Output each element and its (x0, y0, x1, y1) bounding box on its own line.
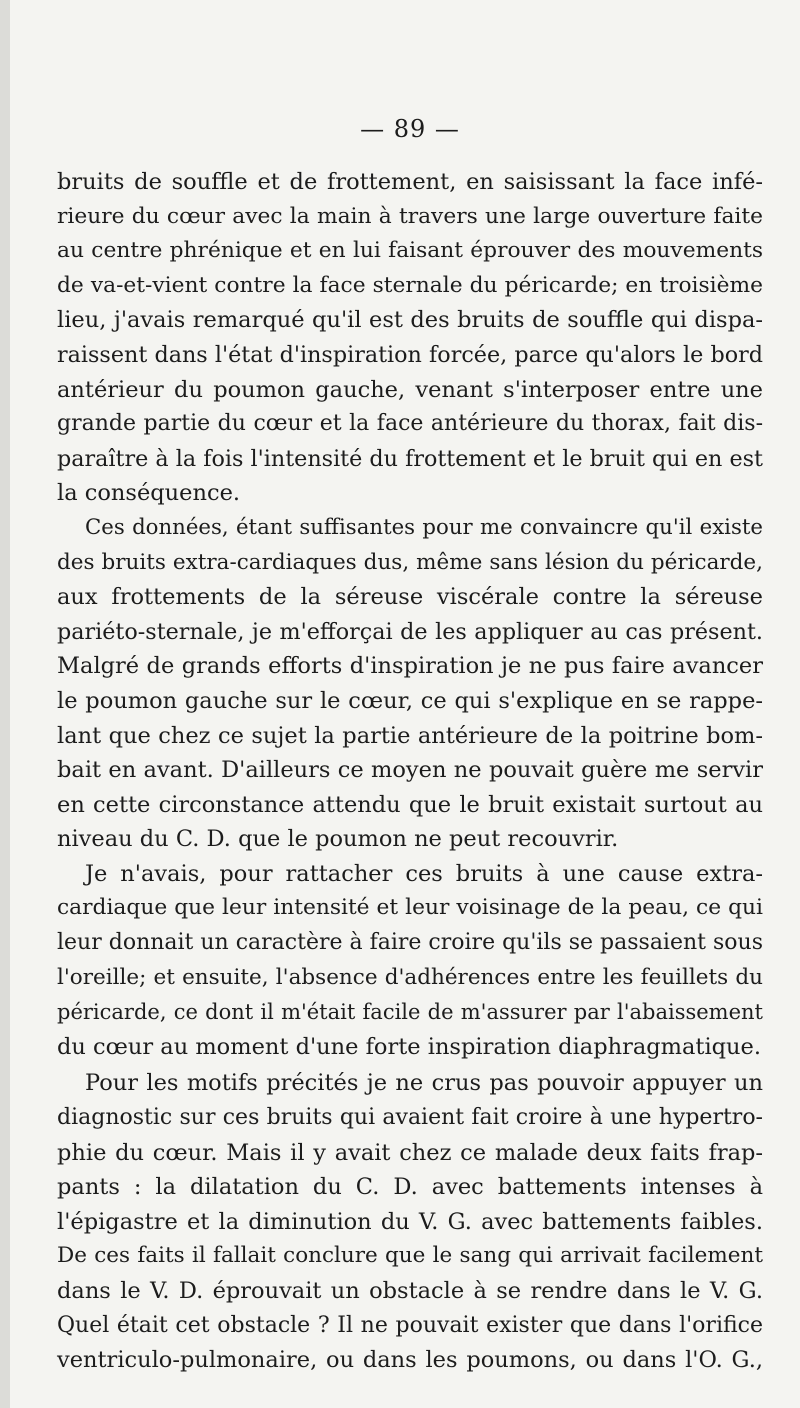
text-line: le poumon gauche sur le cœur, ce qui s'explique en se rappe- (57, 687, 763, 714)
text-line: la conséquence. (57, 480, 241, 507)
text-line: lant que chez ce sujet la partie antérieure de la poitrine bom- (57, 722, 763, 749)
text-line: Ces données, étant suffisantes pour me convaincre qu'il existe (85, 514, 763, 540)
text-line: de va-et-vient contre la face sternale du péricarde; en troisième (57, 272, 763, 298)
text-line: raissent dans l'état d'inspiration forcée, parce qu'alors le bord (57, 341, 763, 368)
text-line: pariéto-sternale, je m'efforçai de les appliquer au cas présent. (57, 618, 763, 645)
text-line: bait en avant. D'ailleurs ce moyen ne pouvait guère me servir (57, 757, 763, 784)
text-line: Je n'avais, pour rattacher ces bruits à une cause extra- (85, 860, 763, 887)
paragraph-1 (57, 165, 763, 511)
text-line: péricarde, ce dont il m'était facile de m'assurer par l'abaissement (57, 1000, 763, 1025)
text-line: De ces faits il fallait conclure que le sang qui arrivait facilement (57, 1243, 763, 1269)
body-text (57, 165, 763, 1378)
text-line: antérieur du poumon gauche, venant s'interposer entre une (57, 376, 763, 403)
text-line: diagnostic sur ces bruits qui avaient fait croire à une hypertro- (57, 1105, 763, 1131)
text-line: paraître à la fois l'intensité du frottement et le bruit qui en est (57, 445, 763, 472)
text-line: rieure du cœur avec la main à travers une large ouverture faite (57, 203, 763, 229)
paragraph-2 (57, 511, 763, 857)
text-line: Malgré de grands efforts d'inspiration je ne pus faire avancer (57, 653, 763, 680)
text-line: niveau du C. D. que le poumon ne peut recouvrir. (57, 826, 619, 853)
text-line: cardiaque que leur intensité et leur voisinage de la peau, ce qui (57, 895, 763, 921)
text-line: en cette circonstance attendu que le bruit existait surtout au (57, 791, 763, 818)
text-line: dans le V. D. éprouvait un obstacle à se rendre dans le V. G. (57, 1278, 763, 1304)
paragraph-4 (57, 1066, 763, 1377)
text-line: pants : la dilatation du C. D. avec battements intenses à (57, 1174, 763, 1201)
text-line: l'oreille; et ensuite, l'absence d'adhérences entre les feuillets du (57, 964, 763, 990)
text-line: grande partie du cœur et la face antérieure du thorax, fait dis- (57, 411, 763, 437)
text-line: du cœur au moment d'une forte inspiration diaphragmatique. (57, 1033, 762, 1060)
text-line: ventriculo-pulmonaire, ou dans les poumons, ou dans l'O. G., (57, 1347, 763, 1374)
text-line: Pour les motifs précités je ne crus pas pouvoir appuyer un (85, 1070, 763, 1097)
text-line: des bruits extra-cardiaques dus, même sans lésion du péricarde, (57, 549, 763, 575)
text-line: leur donnait un caractère à faire croire qu'ils se passaient sous (57, 930, 763, 956)
text-line: au centre phrénique et en lui faisant éprouver des mouvements (57, 238, 763, 264)
text-line: aux frottements de la séreuse viscérale contre la séreuse (57, 584, 763, 611)
text-line: phie du cœur. Mais il y avait chez ce malade deux faits frap- (57, 1139, 763, 1166)
paragraph-3 (57, 857, 763, 1065)
page-number: — 89 — (360, 115, 460, 143)
text-line: bruits de souffle et de frottement, en saisissant la face infé- (57, 169, 763, 195)
text-line: Quel était cet obstacle ? Il ne pouvait exister que dans l'orifice (57, 1312, 763, 1338)
text-line: l'épigastre et la diminution du V. G. avec battements faibles. (57, 1208, 763, 1235)
text-line: lieu, j'avais remarqué qu'il est des bruits de souffle qui dispa- (57, 307, 763, 334)
